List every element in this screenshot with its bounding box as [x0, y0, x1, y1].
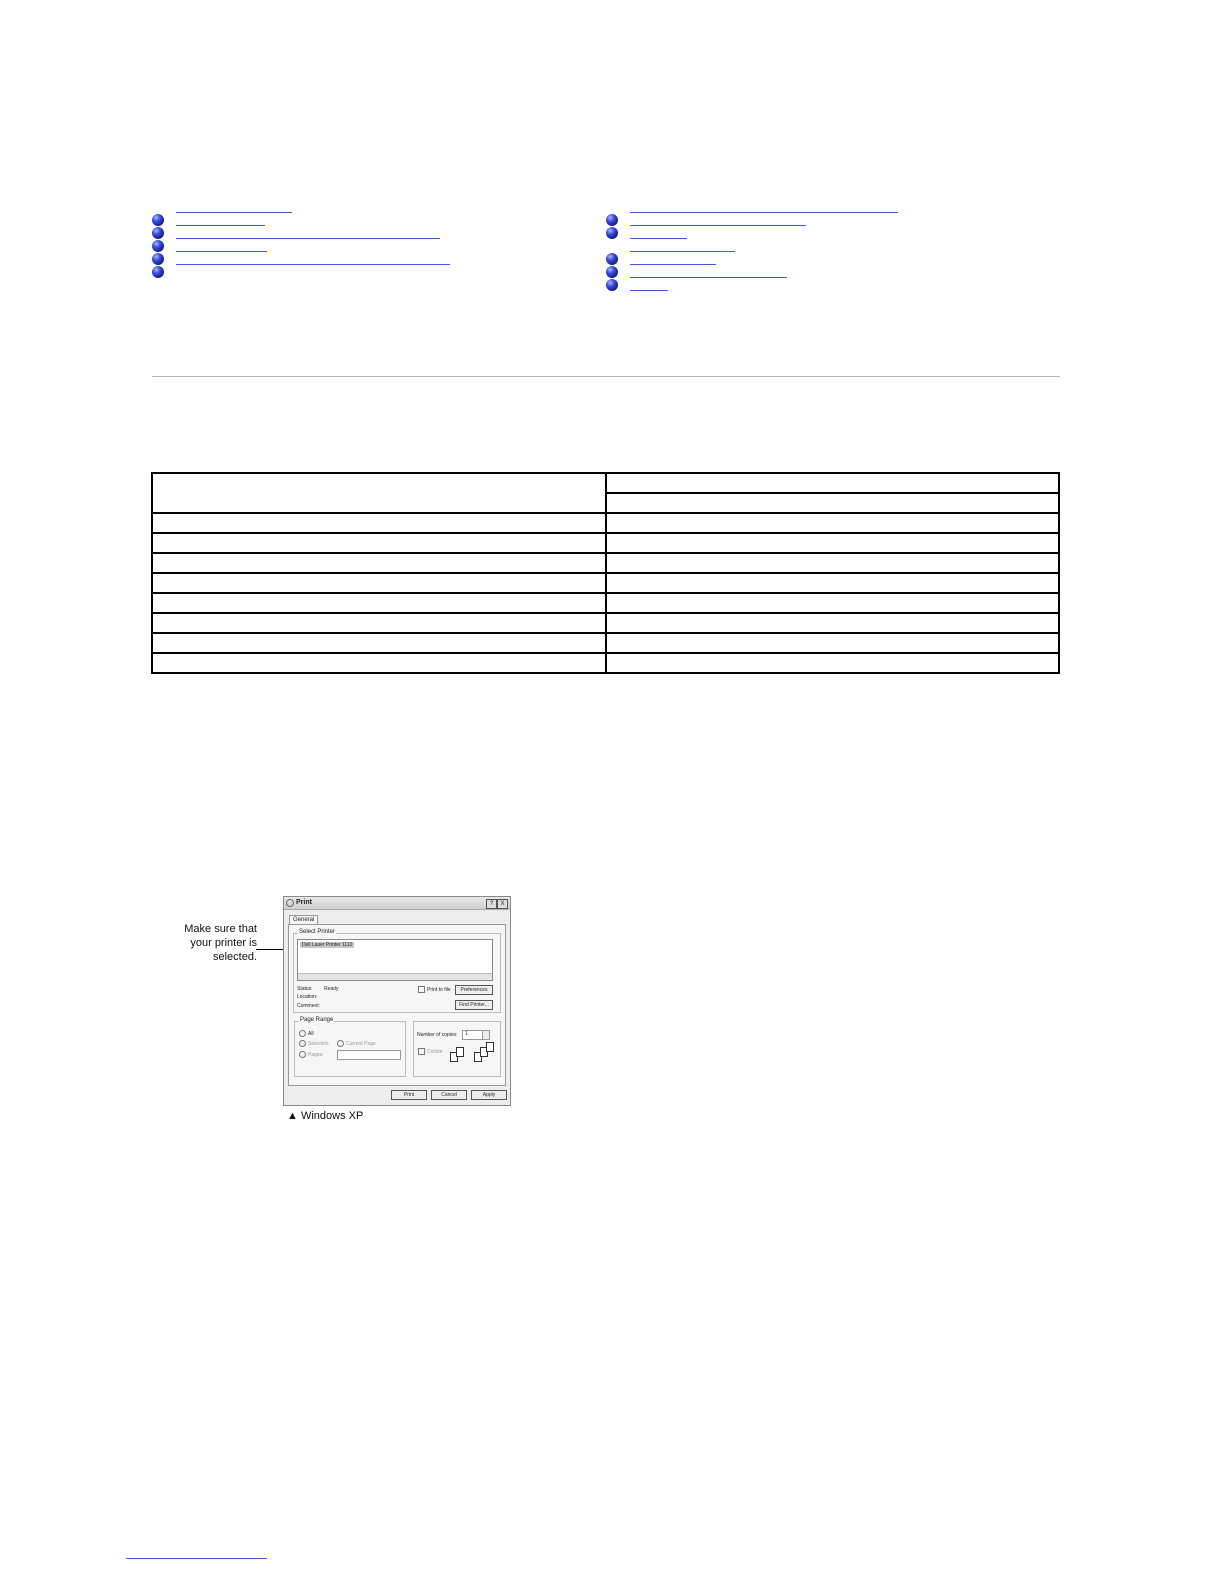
section-divider — [152, 376, 1060, 377]
table-row — [152, 573, 1059, 593]
bullet-icon — [606, 227, 618, 239]
toc-item[interactable] — [152, 264, 592, 265]
status-value: Ready — [324, 986, 339, 992]
pages-input[interactable] — [337, 1050, 401, 1060]
table-cell — [606, 493, 1060, 513]
collate-label: Collate — [427, 1048, 443, 1055]
table-cell — [606, 613, 1060, 633]
general-panel — [288, 924, 506, 1086]
radio-current-page[interactable] — [337, 1040, 376, 1047]
print-button[interactable]: Print — [391, 1090, 427, 1100]
callout-line: Make sure that — [184, 923, 257, 935]
table-cell — [152, 473, 606, 513]
toc-link[interactable] — [630, 212, 898, 213]
radio-label: Pages: — [308, 1051, 324, 1058]
spec-table — [151, 472, 1060, 674]
table-cell — [606, 513, 1060, 533]
table-cell — [152, 553, 606, 573]
select-printer-group — [293, 929, 501, 1013]
radio-icon — [337, 1040, 344, 1047]
toc-item[interactable] — [152, 251, 592, 252]
apply-button[interactable]: Apply — [471, 1090, 507, 1100]
toc-link[interactable] — [176, 264, 450, 265]
group-label: Select Printer — [299, 929, 336, 935]
copies-group — [413, 1021, 501, 1077]
toc-item[interactable] — [606, 264, 1046, 265]
table-cell — [606, 573, 1060, 593]
horizontal-scrollbar[interactable] — [298, 973, 492, 980]
table-row — [152, 513, 1059, 533]
toc-item[interactable] — [606, 225, 1046, 239]
figure-caption: ▲ Windows XP — [287, 1110, 364, 1122]
dialog-title: Print — [296, 899, 312, 906]
radio-all[interactable] — [299, 1030, 314, 1037]
copies-spinner[interactable] — [482, 1030, 490, 1040]
help-button[interactable]: ? — [486, 899, 497, 909]
toc-item[interactable] — [152, 225, 592, 226]
page-range-group — [294, 1017, 406, 1077]
callout-line: selected. — [212, 951, 257, 963]
toc-link[interactable] — [630, 225, 806, 226]
table-cell — [606, 553, 1060, 573]
radio-icon — [299, 1030, 306, 1037]
radio-pages[interactable] — [299, 1051, 324, 1058]
selected-printer[interactable]: Dell Laser Printer 1110 — [302, 942, 353, 948]
table-cell — [606, 593, 1060, 613]
radio-label: Selection — [308, 1040, 329, 1047]
group-label: Page Range — [300, 1017, 334, 1023]
table-cell — [152, 613, 606, 633]
location-label: Location: — [297, 994, 318, 1000]
toc-link[interactable] — [630, 277, 787, 278]
tab-general[interactable]: General — [289, 915, 318, 924]
printer-icon — [286, 899, 294, 907]
table-cell — [606, 533, 1060, 553]
print-to-file-checkbox[interactable] — [418, 986, 451, 993]
preferences-button[interactable]: Preferences — [455, 985, 493, 995]
toc-item[interactable] — [152, 212, 592, 213]
table-row — [152, 553, 1059, 573]
table-row — [152, 473, 1059, 493]
collate-page-icon — [486, 1042, 494, 1052]
callout-line: your printer is — [190, 937, 257, 949]
table-cell — [152, 573, 606, 593]
table-cell — [606, 653, 1060, 673]
toc-link[interactable] — [630, 264, 716, 265]
toc-link[interactable] — [176, 225, 265, 226]
toc-left — [152, 200, 592, 267]
bullet-icon — [606, 279, 618, 291]
toc-link[interactable] — [176, 212, 292, 213]
toc-link[interactable] — [176, 251, 267, 252]
copies-label: Number of copies: — [417, 1032, 458, 1038]
status-label: Status: — [297, 986, 313, 992]
table-row — [152, 633, 1059, 653]
table-cell — [606, 633, 1060, 653]
radio-label: Current Page — [346, 1040, 376, 1047]
radio-icon — [299, 1040, 306, 1047]
table-row — [152, 593, 1059, 613]
collate-page-icon — [456, 1047, 464, 1057]
toc-link[interactable] — [176, 238, 440, 239]
table-cell — [152, 633, 606, 653]
toc-item[interactable] — [606, 251, 1046, 252]
print-dialog-figure — [283, 896, 511, 1106]
print-to-file-label: Print to file — [427, 986, 451, 993]
collate-checkbox[interactable] — [418, 1048, 443, 1055]
radio-label: All — [308, 1030, 314, 1037]
toc-link-wrap[interactable] — [630, 238, 687, 239]
table-cell — [152, 533, 606, 553]
table-cell — [606, 473, 1060, 493]
table-cell — [152, 653, 606, 673]
table-row — [152, 533, 1059, 553]
printer-list[interactable] — [297, 939, 493, 981]
toc-link[interactable] — [630, 251, 735, 252]
toc-item[interactable] — [606, 277, 1046, 291]
bullet-icon — [152, 266, 164, 278]
table-row — [152, 613, 1059, 633]
radio-selection[interactable] — [299, 1040, 329, 1047]
toc-link-wrap[interactable] — [630, 290, 668, 291]
copies-input[interactable]: 1 — [462, 1030, 484, 1040]
print-dialog — [283, 896, 511, 1106]
toc-item[interactable] — [606, 212, 1046, 213]
radio-icon — [299, 1051, 306, 1058]
table-row — [152, 653, 1059, 673]
figure-callout — [157, 922, 257, 964]
find-printer-button[interactable]: Find Printer... — [455, 1000, 493, 1010]
cancel-button[interactable]: Cancel — [431, 1090, 467, 1100]
checkbox-icon — [418, 1048, 425, 1055]
footer-link[interactable] — [126, 1558, 267, 1559]
close-button[interactable]: X — [497, 899, 508, 909]
toc-item[interactable] — [152, 238, 592, 239]
table-cell — [152, 513, 606, 533]
comment-label: Comment: — [297, 1003, 321, 1009]
dialog-titlebar — [284, 897, 510, 910]
table-cell — [152, 593, 606, 613]
checkbox-icon — [418, 986, 425, 993]
toc-right — [606, 200, 1046, 293]
